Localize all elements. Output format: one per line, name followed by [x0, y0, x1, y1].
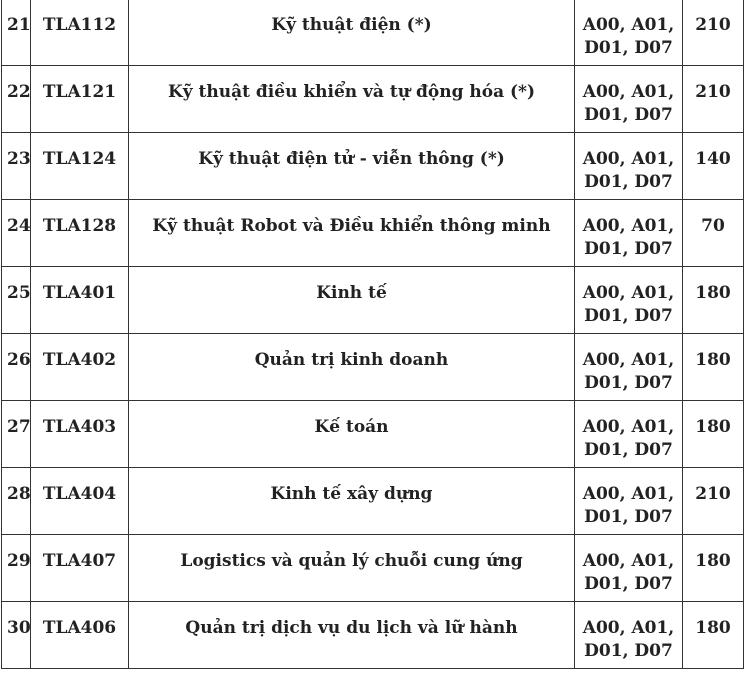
combo-line-1: A00, A01, [582, 618, 675, 638]
combo-line-2: D01, D07 [584, 373, 673, 393]
combo-line-2: D01, D07 [584, 641, 673, 661]
combo-line-2: D01, D07 [584, 239, 673, 259]
subject-combinations [575, 200, 683, 267]
combo-line-1: A00, A01, [582, 82, 675, 102]
table-row [2, 267, 744, 334]
combo-line-1: A00, A01, [582, 484, 675, 504]
major-name: Quản trị kinh doanh [129, 334, 575, 401]
major-name: Kỹ thuật điều khiển và tự động hóa (*) [129, 66, 575, 133]
row-number: 24 [2, 200, 31, 267]
major-code: TLA112 [31, 0, 129, 66]
table-row [2, 200, 744, 267]
quota: 210 [683, 66, 744, 133]
row-number: 30 [2, 602, 31, 669]
quota: 180 [683, 267, 744, 334]
subject-combinations [575, 468, 683, 535]
quota: 180 [683, 535, 744, 602]
subject-combinations [575, 602, 683, 669]
combo-line-2: D01, D07 [584, 574, 673, 594]
quota: 210 [683, 0, 744, 66]
quota: 180 [683, 401, 744, 468]
quota: 180 [683, 602, 744, 669]
table-row [2, 401, 744, 468]
combo-line-1: A00, A01, [582, 283, 675, 303]
table-row [2, 535, 744, 602]
subject-combinations [575, 535, 683, 602]
combo-line-2: D01, D07 [584, 306, 673, 326]
subject-combinations [575, 66, 683, 133]
combo-line-1: A00, A01, [582, 15, 675, 35]
major-code: TLA406 [31, 602, 129, 669]
major-name: Logistics và quản lý chuỗi cung ứng [129, 535, 575, 602]
table-row [2, 66, 744, 133]
combo-line-2: D01, D07 [584, 440, 673, 460]
row-number: 21 [2, 0, 31, 66]
combo-line-2: D01, D07 [584, 507, 673, 527]
combo-line-1: A00, A01, [582, 216, 675, 236]
row-number: 29 [2, 535, 31, 602]
major-name: Kỹ thuật điện (*) [129, 0, 575, 66]
row-number: 28 [2, 468, 31, 535]
combo-line-1: A00, A01, [582, 149, 675, 169]
quota: 140 [683, 133, 744, 200]
quota: 210 [683, 468, 744, 535]
subject-combinations [575, 401, 683, 468]
major-name: Quản trị dịch vụ du lịch và lữ hành [129, 602, 575, 669]
combo-line-2: D01, D07 [584, 172, 673, 192]
table-row [2, 602, 744, 669]
major-name: Kinh tế [129, 267, 575, 334]
major-name: Kỹ thuật Robot và Điều khiển thông minh [129, 200, 575, 267]
row-number: 23 [2, 133, 31, 200]
subject-combinations [575, 0, 683, 66]
major-code: TLA403 [31, 401, 129, 468]
major-code: TLA407 [31, 535, 129, 602]
combo-line-2: D01, D07 [584, 105, 673, 125]
quota: 70 [683, 200, 744, 267]
major-code: TLA128 [31, 200, 129, 267]
major-name: Kinh tế xây dựng [129, 468, 575, 535]
subject-combinations [575, 267, 683, 334]
table-row [2, 334, 744, 401]
combo-line-1: A00, A01, [582, 350, 675, 370]
table-row [2, 468, 744, 535]
table-row [2, 0, 744, 66]
major-code: TLA121 [31, 66, 129, 133]
major-code: TLA404 [31, 468, 129, 535]
combo-line-2: D01, D07 [584, 38, 673, 58]
combo-line-1: A00, A01, [582, 551, 675, 571]
major-name: Kế toán [129, 401, 575, 468]
admissions-table [1, 0, 744, 669]
major-name: Kỹ thuật điện tử - viễn thông (*) [129, 133, 575, 200]
table-row [2, 133, 744, 200]
row-number: 22 [2, 66, 31, 133]
row-number: 26 [2, 334, 31, 401]
major-code: TLA124 [31, 133, 129, 200]
row-number: 27 [2, 401, 31, 468]
combo-line-1: A00, A01, [582, 417, 675, 437]
major-code: TLA401 [31, 267, 129, 334]
quota: 180 [683, 334, 744, 401]
major-code: TLA402 [31, 334, 129, 401]
subject-combinations [575, 334, 683, 401]
row-number: 25 [2, 267, 31, 334]
subject-combinations [575, 133, 683, 200]
